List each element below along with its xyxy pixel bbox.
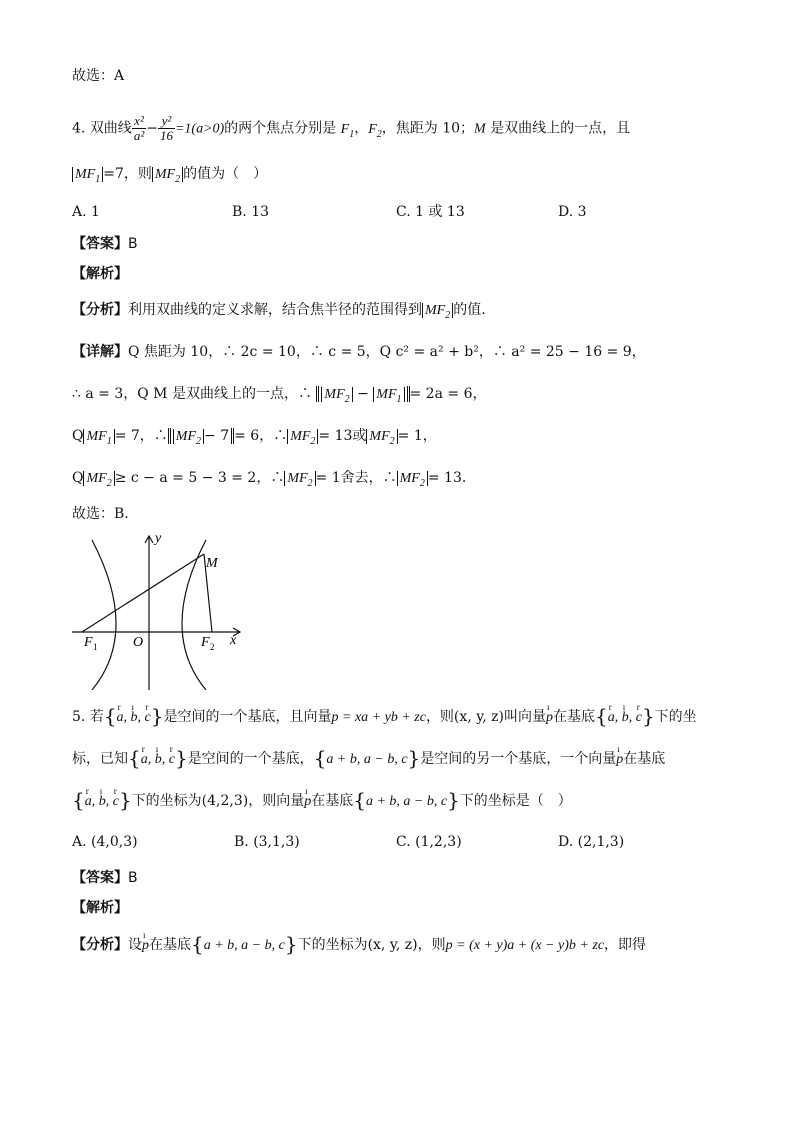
hyperbola-right-branch (182, 540, 206, 690)
q4-stem-line2: $MF_1 =7$，则 $MF_2$ 的值为（ ） (72, 164, 267, 190)
q5-option-a: A. (4,0,3) (72, 834, 138, 850)
q5-stem-line2: 标，已知{r a, ı b, r c}是空间的一个基底，{a + b, a − b, c}是空间的另一个基底，一个向量ı p在基底 (72, 748, 665, 770)
q5-analysis-label: 【解析】 (72, 900, 128, 916)
q4-option-a: A. 1 (72, 204, 100, 220)
label-m: M (206, 556, 218, 571)
hyperbola-left-branch (92, 540, 116, 690)
q4-detail-3: Q $MF_1 = 7$，∴ $MF_2 - 7 = 6$，∴ $MF_2 = 13$或 $MF_2 = 1$， (72, 428, 437, 447)
q5-answer: 【答案】B (72, 870, 138, 886)
q4-fenxi: 【分析】利用双曲线的定义求解，结合焦半径的范围得到 $MF_2$ 的值. (72, 302, 486, 321)
q4-stem-line1: 4. 双曲线 $\frac{\text{x²}}{\text{a²}}$ − $\frac{\text{y²}}{16}$ =1(a>0)的两个焦点分别是 $F_1$，$F_2$，焦距为 10；M 是双曲线上的一点，且 (72, 113, 631, 143)
q5-option-d: D. (2,1,3) (558, 834, 625, 850)
label-f2-sub: 2 (210, 642, 215, 652)
label-f1: F (84, 635, 93, 650)
q4-option-c: C. 1 或 13 (396, 204, 465, 220)
q4-detail-1: 【详解】Q 焦距为 10，∴ 2c = 10，∴ c = 5，Q c² = a² + b²，∴ a² = 25 − 16 = 9， (72, 344, 646, 360)
label-f2: F (201, 635, 210, 650)
label-x: x (230, 633, 237, 648)
q5-stem-line1: 5. 若{r a, ı b, r c}是空间的一个基底，且向量p = xa + yb + zc，则(x, y, z)叫向量ı p在基底{r a, ı b, r c}下的坐 (72, 706, 697, 728)
q4-option-d: D. 3 (558, 204, 587, 220)
q4-detail-4: Q $MF_2 \ge c - a = 5 - 3 = 2$，∴ $MF_2 = 1$舍去，∴ $MF_2 = 13$. (72, 470, 467, 489)
q5-fenxi: 【分析】设ı p在基底{a + b, a − b, c}下的坐标为(x, y, z)，则p = (x + y)a + (x − y)b + zc，即得 (72, 934, 646, 956)
q5-option-b: B. (3,1,3) (234, 834, 300, 850)
q4-conclusion: 故选：B. (72, 506, 129, 522)
prev-answer: 故选：A (72, 68, 125, 84)
q5-stem-line3: {r a, ı b, r c}下的坐标为(4,2,3)，则向量ı p在基底{a + b, a − b, c}下的坐标是（ ） (72, 790, 572, 812)
q4-option-b: B. 13 (232, 204, 270, 220)
q4-answer: 【答案】B (72, 236, 138, 252)
q4-analysis-label: 【解析】 (72, 266, 128, 282)
label-o: O (133, 635, 144, 650)
q5-option-c: C. (1,2,3) (396, 834, 462, 850)
label-y: y (155, 531, 162, 546)
q4-detail-2: ∴ a = 3，Q M 是双曲线上的一点，∴ $MF_2 - MF_1 = 2a = 6$， (72, 386, 487, 405)
frac-x2-a2: $\frac{\text{x²}}{\text{a²}}$ (133, 113, 145, 143)
label-f1-sub: 1 (93, 642, 98, 652)
frac-y2-16: $\frac{\text{y²}}{16}$ (159, 113, 173, 143)
hyperbola-figure (72, 530, 252, 690)
